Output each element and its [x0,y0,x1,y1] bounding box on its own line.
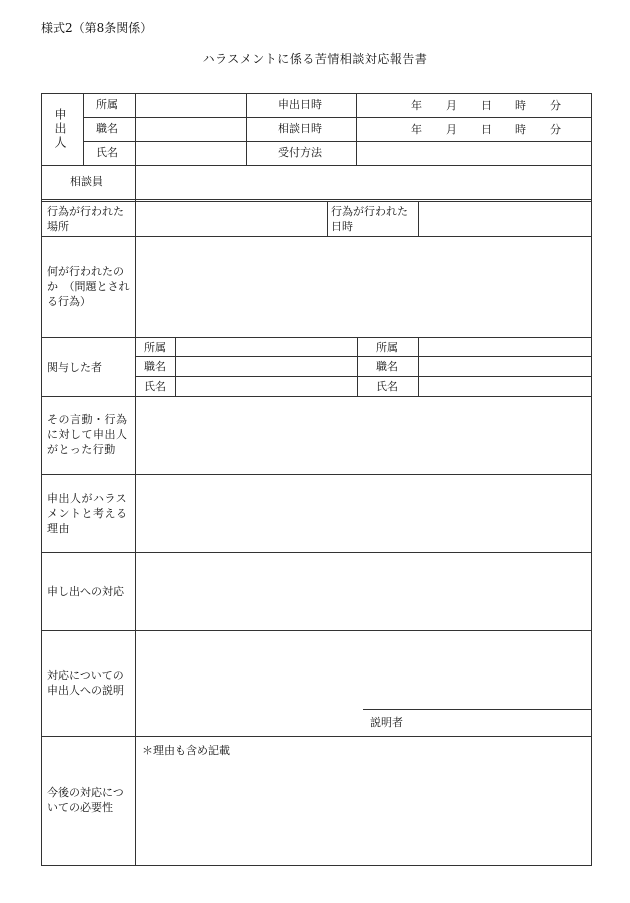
explanation-label: 対応についての申出人への説明 [47,669,124,697]
col-divider [327,201,328,236]
consult-date-label: 相談日時 [278,122,322,135]
future-note: ＊理由も含め記載 [142,744,230,757]
what-happened-label: 何が行われたのか （問題とされる行為） [47,265,130,308]
col-divider [175,337,176,396]
applicant-section-label: 申出人 [53,108,67,150]
consult-minute-unit: 分 [550,123,561,136]
table-border-top [41,93,592,94]
applicant-name-label: 氏名 [96,146,118,159]
row-divider [41,165,592,166]
involved-affiliation-label-1: 所属 [144,341,166,354]
applicant-affiliation-label: 所属 [96,98,118,111]
request-minute-unit: 分 [550,99,561,112]
response-action-label: その言動・行為に対して申出人がとった行動 [47,413,128,456]
explainer-label: 説明者 [370,716,403,729]
request-hour-unit: 時 [515,99,526,112]
col-divider [356,93,357,165]
row-divider [41,201,592,202]
col-divider [135,93,136,866]
consult-month-unit: 月 [446,123,457,136]
consult-year-unit: 年 [411,123,422,136]
form-number-label: 様式2（第8条関係） [41,21,153,35]
involved-position-label-2: 職名 [376,360,398,373]
reception-method-label: 受付方法 [278,146,322,159]
counselor-label: 相談員 [70,175,103,188]
involved-label: 関与した者 [47,361,102,374]
act-date-label: 行為が行われた日時 [331,205,408,233]
col-divider [246,93,247,165]
row-divider [41,199,592,200]
row-divider [41,630,592,631]
table-border-bottom [41,865,592,866]
applicant-position-label: 職名 [96,122,118,135]
request-date-label: 申出日時 [278,98,322,111]
table-border-left [41,93,42,866]
row-divider [135,376,592,377]
request-day-unit: 日 [481,99,492,112]
row-divider [41,736,592,737]
row-divider [41,396,592,397]
document-title: ハラスメントに係る苦情相談対応報告書 [202,52,428,66]
request-month-unit: 月 [446,99,457,112]
involved-affiliation-label-2: 所属 [376,341,398,354]
involved-name-label-2: 氏名 [376,380,398,393]
row-divider [41,236,592,237]
place-label: 行為が行われた場所 [47,205,124,233]
row-divider [41,552,592,553]
col-divider [418,337,419,396]
row-divider [135,356,592,357]
row-divider [41,474,592,475]
col-divider [83,93,84,165]
consult-day-unit: 日 [481,123,492,136]
row-divider [83,141,592,142]
row-divider [83,117,592,118]
handling-label: 申し出への対応 [47,585,124,598]
involved-position-label-1: 職名 [144,360,166,373]
table-border-right [591,93,592,866]
involved-name-label-1: 氏名 [144,380,166,393]
consult-hour-unit: 時 [515,123,526,136]
col-divider [357,337,358,396]
reason-label: 申出人がハラスメントと考える理由 [47,492,128,535]
request-year-unit: 年 [411,99,422,112]
explainer-divider [363,709,592,710]
row-divider [41,337,592,338]
col-divider [418,201,419,236]
future-label: 今後の対応についての必要性 [47,786,124,814]
